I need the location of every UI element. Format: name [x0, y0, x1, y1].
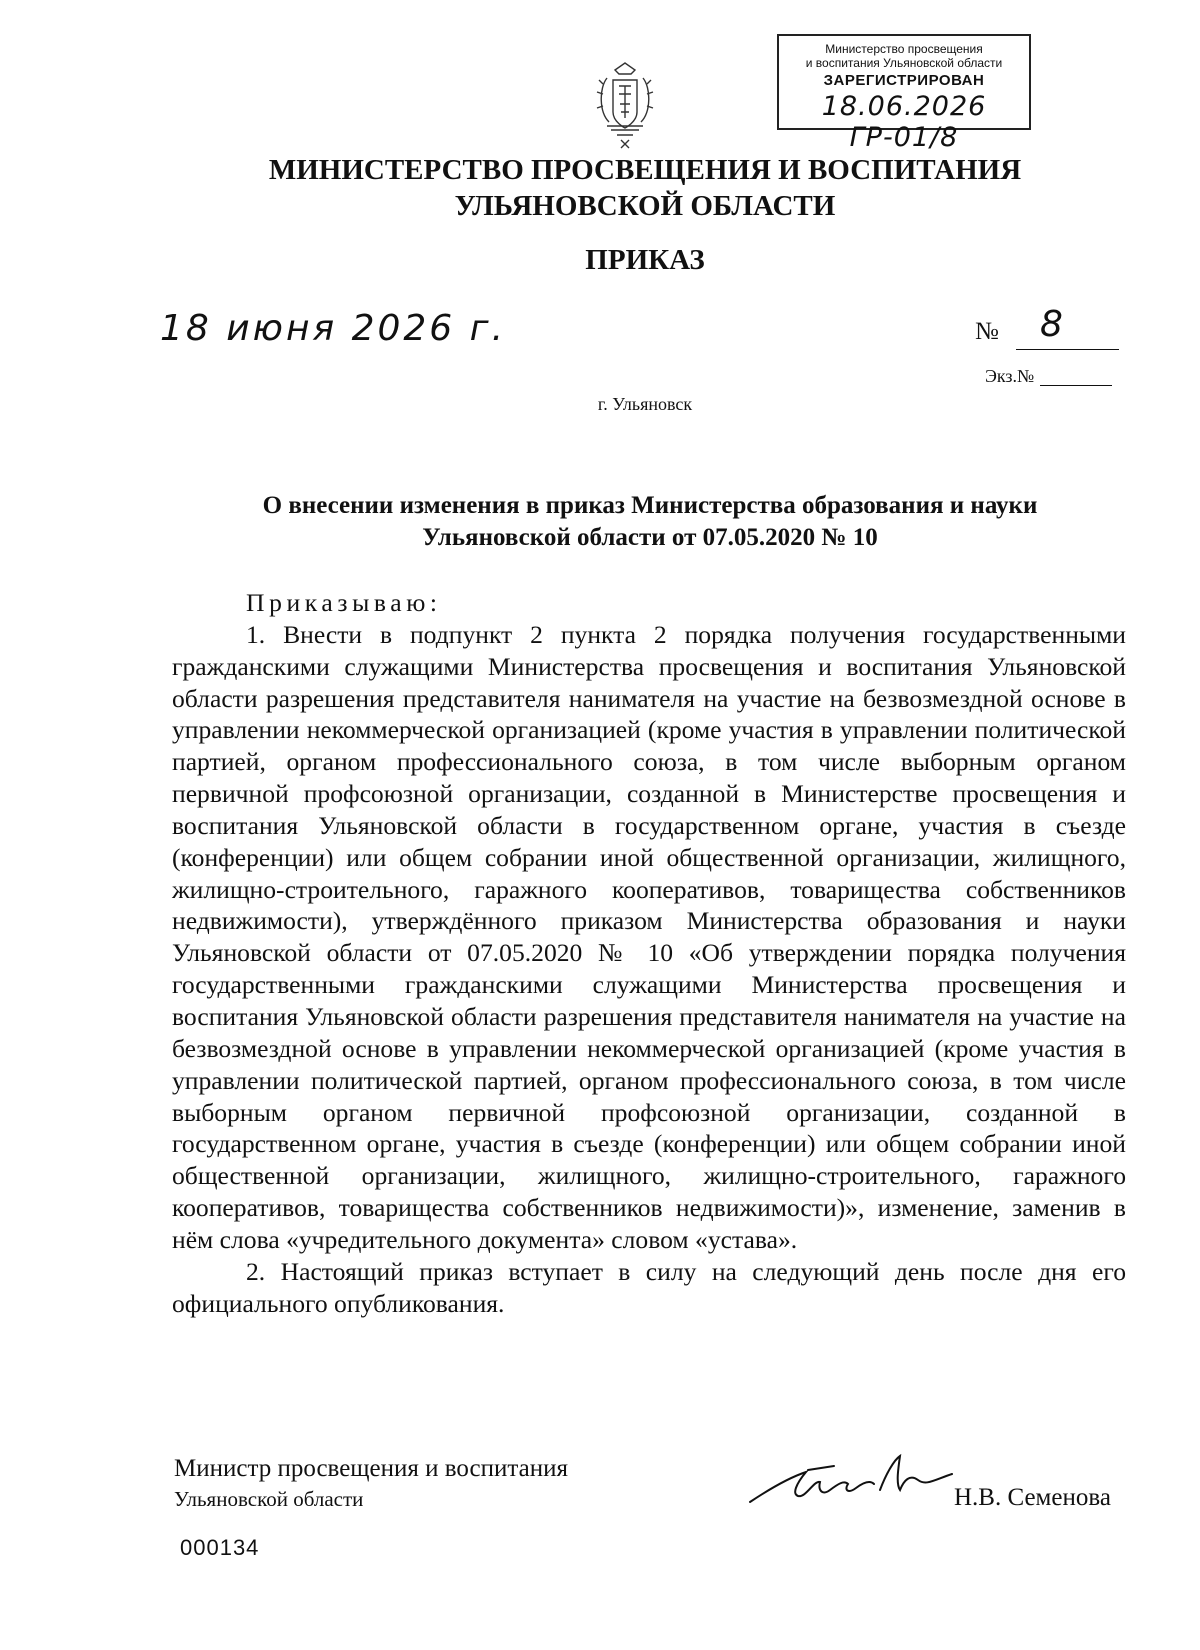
handwritten-signature [748, 1450, 953, 1510]
order-item-1: 1. Внести в подпункт 2 пункта 2 порядка получения государственными гражданскими служащими Министерства просвещения и воспитания Ульяновской области разрешения представителя нанимателя на участие на безвозмездной основе в управлении некоммерческой организацией (кроме участия в управлении политической партией, органом профессионального союза, в том числе выборным органом первичной профсоюзной организации, созданной в Министерстве просвещения и воспитания Ульяновской области в государственном органе, участия в съезде (конференции) или общем собрании иной общественной организации, жилищного, жилищно-строительного, гаражного кооперативов, товарищества собственников недвижимости), утверждённого приказом Министерства образования и науки Ульяновской области от 07.05.2020 № 10 «Об утверждении порядка получения государственными гражданскими служащими Министерства просвещения и воспитания Ульяновской области разрешения представителя нанимателя на участие на безвозмездной основе в управлении некоммерческой организацией (кроме участия в управлении политической партией, органом профессионального союза, в том числе выборным органом первичной профсоюзной организации, созданной в государственном органе, участия в съезде (конференции) или общем собрании иной общественной организации, жилищного, жилищно-строительного, гаражного кооперативов, товарищества собственников недвижимости)», изменение, заменив в нём слова «учредительного документа» словом «устава». [172, 619, 1126, 1254]
order-heading-line2: Ульяновской области от 07.05.2020 № 10 [422, 524, 878, 551]
city: г. Ульяновск [597, 394, 693, 414]
document-type: ПРИКАЗ [585, 244, 705, 276]
stamp-handwritten-reg: 18.06.2026 ГР-01/8 [821, 91, 987, 153]
signatory-role [174, 1454, 568, 1514]
stamp-registered: ЗАРЕГИСТРИРОВАН [823, 72, 985, 89]
order-heading-line1: О внесении изменения в приказ Министерства образования и науки [262, 492, 1038, 519]
registration-stamp [777, 34, 1031, 153]
signatory-role-line1: Министр просвещения и воспитания [174, 1455, 568, 1482]
coat-of-arms-emblem [593, 60, 657, 150]
handwritten-date: 18 июня 2026 г. [160, 308, 507, 349]
copy-number-underline [1040, 385, 1112, 386]
number-underline [1016, 349, 1119, 350]
copy-number-label: Экз.№ [985, 366, 1035, 386]
stamp-line2: и воспитания Ульяновской области [805, 56, 1003, 70]
registration-number: 000134 [180, 1535, 260, 1560]
order-item-2: 2. Настоящий приказ вступает в силу на следующий день после дня его официального опубликования. [172, 1256, 1126, 1318]
order-directive: Приказываю: [246, 588, 442, 617]
signatory-role-line2: Ульяновской области [174, 1487, 364, 1511]
ministry-title-line2: УЛЬЯНОВСКОЙ ОБЛАСТИ [454, 190, 836, 222]
signatory-name: Н.В. Семенова [954, 1484, 1111, 1511]
order-heading [160, 490, 1140, 554]
ministry-title-line1: МИНИСТЕРСТВО ПРОСВЕЩЕНИЯ И ВОСПИТАНИЯ [268, 154, 1022, 186]
handwritten-number: 8 [1040, 304, 1063, 345]
order-body [172, 587, 1126, 1319]
number-label: № [975, 318, 999, 345]
stamp-line1: Министерство просвещения [825, 42, 983, 56]
ministry-title [0, 152, 1200, 224]
